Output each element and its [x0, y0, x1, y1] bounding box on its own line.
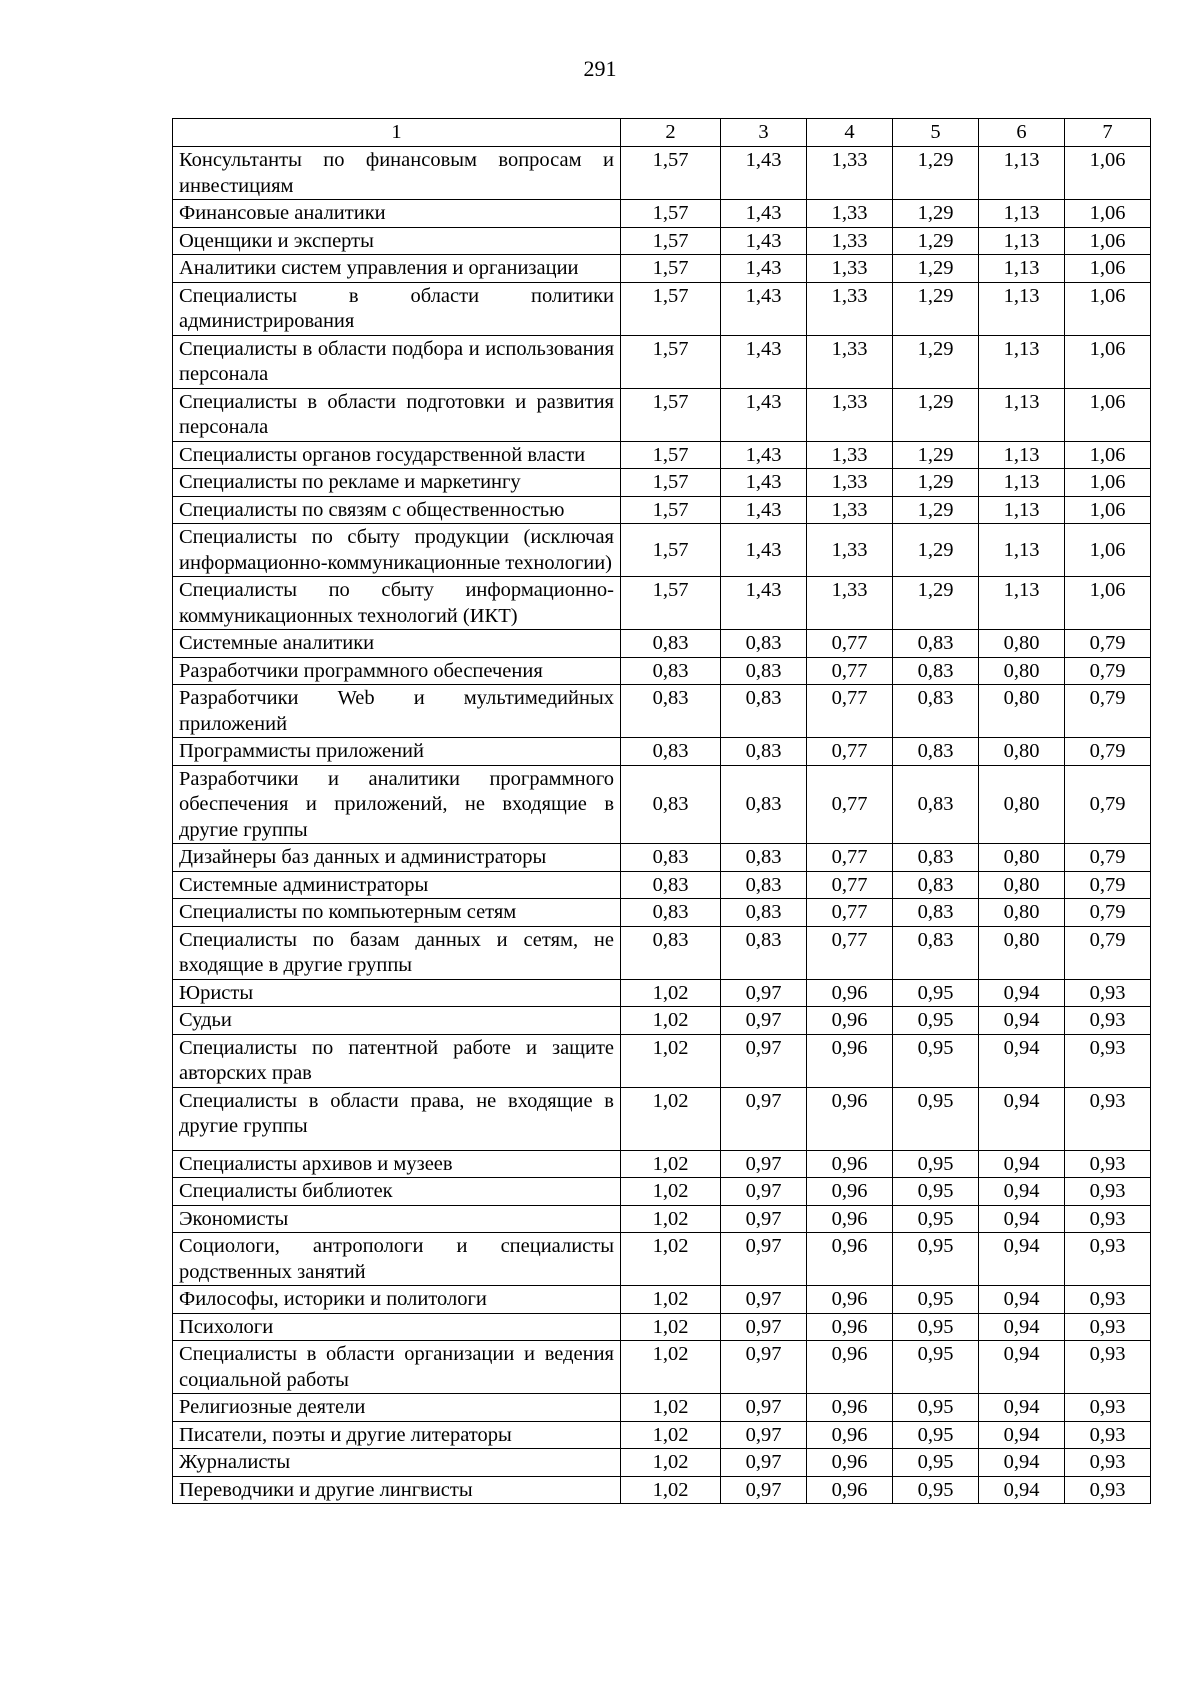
occupation-name-cell: Дизайнеры баз данных и администраторы [173, 844, 621, 872]
coefficient-cell: 0,83 [621, 844, 721, 872]
occupation-name-cell: Специалисты в области организации и ведения социальной работы [173, 1341, 621, 1394]
coefficient-cell: 0,95 [893, 1150, 979, 1178]
coefficient-cell: 0,83 [893, 871, 979, 899]
coefficient-cell: 0,83 [621, 738, 721, 766]
coefficient-cell: 1,29 [893, 200, 979, 228]
coefficient-cell: 0,93 [1065, 1313, 1151, 1341]
table-row [173, 871, 1151, 899]
occupation-name-cell: Специалисты в области права, не входящие в другие группы [173, 1087, 621, 1150]
coefficient-cell: 0,83 [893, 926, 979, 979]
coefficient-cell: 0,94 [979, 1421, 1065, 1449]
coefficient-cell: 0,94 [979, 979, 1065, 1007]
coefficient-cell: 0,83 [721, 765, 807, 844]
coefficient-cell: 0,96 [807, 1313, 893, 1341]
coefficient-cell: 0,94 [979, 1178, 1065, 1206]
coefficient-cell: 1,29 [893, 227, 979, 255]
coefficient-cell: 1,06 [1065, 388, 1151, 441]
coefficient-cell: 0,83 [893, 738, 979, 766]
coefficient-cell: 1,02 [621, 1233, 721, 1286]
coefficient-cell: 0,93 [1065, 1286, 1151, 1314]
table-row [173, 1150, 1151, 1178]
table-row [173, 200, 1151, 228]
coefficient-cell: 0,83 [893, 765, 979, 844]
coefficient-cell: 0,95 [893, 1178, 979, 1206]
coefficient-cell: 1,29 [893, 524, 979, 577]
coefficient-cell: 1,13 [979, 388, 1065, 441]
coefficient-cell: 0,93 [1065, 1087, 1151, 1150]
occupation-name-cell: Специалисты по базам данных и сетям, не входящие в другие группы [173, 926, 621, 979]
coefficient-cell: 0,79 [1065, 630, 1151, 658]
coefficient-cell: 0,83 [621, 657, 721, 685]
coefficient-cell: 0,94 [979, 1476, 1065, 1504]
coefficient-cell: 1,33 [807, 469, 893, 497]
coefficient-cell: 0,97 [721, 1476, 807, 1504]
table-row [173, 979, 1151, 1007]
coefficient-cell: 1,13 [979, 469, 1065, 497]
coefficient-cell: 0,79 [1065, 765, 1151, 844]
coefficient-cell: 1,57 [621, 147, 721, 200]
coefficient-cell: 1,02 [621, 979, 721, 1007]
coefficient-cell: 0,80 [979, 871, 1065, 899]
table-row [173, 1476, 1151, 1504]
coefficient-cell: 0,77 [807, 871, 893, 899]
coefficient-cell: 0,95 [893, 1205, 979, 1233]
occupation-name-cell: Судьи [173, 1007, 621, 1035]
coefficient-cell: 1,06 [1065, 335, 1151, 388]
table-row [173, 1341, 1151, 1394]
coefficient-cell: 0,93 [1065, 1034, 1151, 1087]
coefficient-cell: 0,79 [1065, 685, 1151, 738]
coefficient-cell: 0,83 [621, 926, 721, 979]
coefficient-cell: 0,79 [1065, 899, 1151, 927]
coefficient-cell: 1,33 [807, 200, 893, 228]
coefficient-cell: 0,80 [979, 899, 1065, 927]
coefficient-cell: 1,02 [621, 1007, 721, 1035]
page-number: 291 [583, 56, 617, 81]
coefficient-cell: 0,94 [979, 1007, 1065, 1035]
coefficient-cell: 1,43 [721, 469, 807, 497]
coefficient-cell: 0,97 [721, 1341, 807, 1394]
coefficient-cell: 0,83 [621, 765, 721, 844]
coefficient-cell: 1,57 [621, 200, 721, 228]
coefficient-cell: 1,57 [621, 255, 721, 283]
coefficient-cell: 0,80 [979, 765, 1065, 844]
coefficient-cell: 0,97 [721, 1007, 807, 1035]
coefficient-cell: 1,13 [979, 227, 1065, 255]
occupation-name-cell: Специалисты по рекламе и маркетингу [173, 469, 621, 497]
coefficient-cell: 0,95 [893, 1313, 979, 1341]
occupation-name-cell: Специалисты по связям с общественностью [173, 496, 621, 524]
occupation-name-cell: Разработчики программного обеспечения [173, 657, 621, 685]
coefficient-cell: 1,02 [621, 1476, 721, 1504]
table-row [173, 227, 1151, 255]
coefficient-cell: 1,06 [1065, 227, 1151, 255]
coefficient-cell: 1,29 [893, 496, 979, 524]
coefficient-cell: 1,13 [979, 441, 1065, 469]
coefficient-cell: 0,96 [807, 1087, 893, 1150]
table-row [173, 899, 1151, 927]
coefficient-cell: 0,77 [807, 657, 893, 685]
table-row [173, 685, 1151, 738]
occupation-name-cell: Журналисты [173, 1449, 621, 1477]
coefficient-cell: 0,95 [893, 1233, 979, 1286]
coefficient-cell: 0,96 [807, 1286, 893, 1314]
coefficient-cell: 0,95 [893, 1341, 979, 1394]
occupation-name-cell: Специалисты архивов и музеев [173, 1150, 621, 1178]
coefficient-cell: 0,93 [1065, 1421, 1151, 1449]
coefficient-cell: 0,96 [807, 1034, 893, 1087]
table-row [173, 1286, 1151, 1314]
coefficient-cell: 1,06 [1065, 255, 1151, 283]
coefficient-cell: 0,77 [807, 685, 893, 738]
coefficient-cell: 0,93 [1065, 1394, 1151, 1422]
coefficient-cell: 1,06 [1065, 469, 1151, 497]
occupation-name-cell: Программисты приложений [173, 738, 621, 766]
coefficient-cell: 0,83 [893, 844, 979, 872]
table-row [173, 524, 1151, 577]
table-row [173, 1421, 1151, 1449]
coefficient-cell: 0,95 [893, 979, 979, 1007]
coefficient-cell: 0,77 [807, 844, 893, 872]
coefficient-cell: 0,95 [893, 1007, 979, 1035]
occupation-name-cell: Оценщики и эксперты [173, 227, 621, 255]
table-row [173, 577, 1151, 630]
coefficient-cell: 1,43 [721, 388, 807, 441]
occupation-name-cell: Переводчики и другие лингвисты [173, 1476, 621, 1504]
table-row [173, 335, 1151, 388]
coefficient-cell: 0,97 [721, 1205, 807, 1233]
coefficient-cell: 0,94 [979, 1205, 1065, 1233]
coefficient-cell: 0,93 [1065, 1476, 1151, 1504]
coefficient-cell: 0,95 [893, 1087, 979, 1150]
coefficient-cell: 0,95 [893, 1034, 979, 1087]
coefficient-cell: 0,97 [721, 1233, 807, 1286]
header-cell: 2 [621, 119, 721, 147]
occupation-name-cell: Религиозные деятели [173, 1394, 621, 1422]
table-row [173, 765, 1151, 844]
occupation-name-cell: Специалисты по патентной работе и защите авторских прав [173, 1034, 621, 1087]
coefficient-cell: 0,83 [893, 657, 979, 685]
coefficient-cell: 1,33 [807, 577, 893, 630]
coefficient-cell: 0,83 [621, 871, 721, 899]
coefficient-cell: 0,96 [807, 1421, 893, 1449]
coefficient-cell: 0,80 [979, 630, 1065, 658]
coefficient-cell: 0,94 [979, 1034, 1065, 1087]
coefficient-cell: 1,57 [621, 577, 721, 630]
coefficient-cell: 1,02 [621, 1341, 721, 1394]
coefficient-cell: 0,83 [721, 630, 807, 658]
coefficient-cell: 0,83 [721, 738, 807, 766]
coefficient-cell: 0,83 [893, 630, 979, 658]
coefficient-cell: 0,94 [979, 1150, 1065, 1178]
coefficient-cell: 1,13 [979, 577, 1065, 630]
occupation-name-cell: Экономисты [173, 1205, 621, 1233]
occupation-name-cell: Консультанты по финансовым вопросам и инвестициям [173, 147, 621, 200]
coefficient-cell: 0,95 [893, 1286, 979, 1314]
coefficient-cell: 0,94 [979, 1394, 1065, 1422]
coefficient-cell: 1,29 [893, 577, 979, 630]
coefficient-cell: 0,96 [807, 1233, 893, 1286]
coefficient-cell: 0,80 [979, 685, 1065, 738]
coefficient-cell: 1,43 [721, 282, 807, 335]
coefficient-cell: 0,94 [979, 1449, 1065, 1477]
table-row [173, 1394, 1151, 1422]
table-row [173, 282, 1151, 335]
occupation-name-cell: Аналитики систем управления и организации [173, 255, 621, 283]
coefficient-cell: 0,93 [1065, 1007, 1151, 1035]
coefficient-cell: 1,33 [807, 388, 893, 441]
table-row [173, 844, 1151, 872]
coefficient-cell: 0,95 [893, 1476, 979, 1504]
coefficient-cell: 0,97 [721, 1150, 807, 1178]
coefficient-cell: 0,77 [807, 899, 893, 927]
table-row [173, 1087, 1151, 1150]
coefficient-cell: 0,80 [979, 844, 1065, 872]
table-row [173, 147, 1151, 200]
coefficient-cell: 1,13 [979, 147, 1065, 200]
coefficient-cell: 1,06 [1065, 496, 1151, 524]
table-row [173, 441, 1151, 469]
coefficient-cell: 1,57 [621, 496, 721, 524]
coefficient-cell: 1,02 [621, 1205, 721, 1233]
table-row [173, 926, 1151, 979]
coefficient-cell: 1,57 [621, 227, 721, 255]
coefficient-cell: 1,06 [1065, 200, 1151, 228]
coefficient-cell: 0,83 [893, 899, 979, 927]
coefficient-cell: 0,97 [721, 1087, 807, 1150]
occupation-name-cell: Юристы [173, 979, 621, 1007]
table-row [173, 255, 1151, 283]
coefficient-cell: 1,57 [621, 335, 721, 388]
coefficient-cell: 1,57 [621, 524, 721, 577]
occupation-name-cell: Специалисты в области подбора и использования персонала [173, 335, 621, 388]
coefficient-cell: 0,96 [807, 1449, 893, 1477]
coefficient-cell: 1,06 [1065, 441, 1151, 469]
occupation-name-cell: Философы, историки и политологи [173, 1286, 621, 1314]
coefficient-cell: 0,93 [1065, 1449, 1151, 1477]
occupation-name-cell: Разработчики Web и мультимедийных приложений [173, 685, 621, 738]
coefficient-cell: 0,79 [1065, 844, 1151, 872]
coefficient-cell: 1,33 [807, 335, 893, 388]
coefficient-cell: 0,96 [807, 1150, 893, 1178]
coefficient-cell: 0,83 [621, 630, 721, 658]
coefficient-cell: 0,97 [721, 979, 807, 1007]
coefficient-cell: 1,06 [1065, 577, 1151, 630]
coefficient-cell: 1,43 [721, 255, 807, 283]
coefficient-cell: 0,77 [807, 738, 893, 766]
coefficient-cell: 1,06 [1065, 147, 1151, 200]
table-row [173, 738, 1151, 766]
table-row [173, 1205, 1151, 1233]
coefficient-cell: 0,95 [893, 1421, 979, 1449]
coefficient-cell: 1,33 [807, 255, 893, 283]
coefficient-cell: 0,94 [979, 1313, 1065, 1341]
table-row [173, 1313, 1151, 1341]
coefficient-cell: 1,33 [807, 496, 893, 524]
coefficient-cell: 0,80 [979, 926, 1065, 979]
coefficient-cell: 0,83 [621, 685, 721, 738]
table-row [173, 657, 1151, 685]
coefficient-cell: 0,93 [1065, 1205, 1151, 1233]
coefficient-cell: 1,57 [621, 469, 721, 497]
coefficient-cell: 1,29 [893, 335, 979, 388]
coefficient-cell: 0,97 [721, 1394, 807, 1422]
occupation-name-cell: Специалисты в области подготовки и развития персонала [173, 388, 621, 441]
coefficient-cell: 1,29 [893, 147, 979, 200]
coefficient-cell: 1,13 [979, 282, 1065, 335]
coefficient-cell: 0,97 [721, 1313, 807, 1341]
coefficient-cell: 0,77 [807, 630, 893, 658]
coefficient-cell: 0,83 [721, 657, 807, 685]
header-cell: 4 [807, 119, 893, 147]
coefficient-cell: 1,43 [721, 524, 807, 577]
coefficients-table [172, 118, 1151, 1504]
coefficient-cell: 1,13 [979, 200, 1065, 228]
table-row [173, 1034, 1151, 1087]
coefficient-cell: 1,29 [893, 441, 979, 469]
coefficient-cell: 1,02 [621, 1394, 721, 1422]
table-row [173, 1449, 1151, 1477]
coefficient-cell: 0,93 [1065, 1233, 1151, 1286]
coefficient-cell: 1,13 [979, 335, 1065, 388]
coefficient-cell: 1,02 [621, 1449, 721, 1477]
coefficient-cell: 0,80 [979, 738, 1065, 766]
coefficient-cell: 0,79 [1065, 871, 1151, 899]
coefficient-cell: 1,29 [893, 255, 979, 283]
coefficient-cell: 1,06 [1065, 524, 1151, 577]
table-row [173, 388, 1151, 441]
coefficient-cell: 0,97 [721, 1034, 807, 1087]
coefficient-cell: 0,79 [1065, 738, 1151, 766]
coefficient-cell: 0,94 [979, 1341, 1065, 1394]
table-row [173, 1233, 1151, 1286]
occupation-name-cell: Специалисты по сбыту информационно-коммуникационных технологий (ИКТ) [173, 577, 621, 630]
coefficient-cell: 1,02 [621, 1286, 721, 1314]
coefficient-cell: 0,96 [807, 1394, 893, 1422]
header-cell: 6 [979, 119, 1065, 147]
coefficient-cell: 1,02 [621, 1034, 721, 1087]
coefficient-cell: 0,96 [807, 1178, 893, 1206]
header-cell: 1 [173, 119, 621, 147]
coefficient-cell: 1,13 [979, 524, 1065, 577]
occupation-name-cell: Специалисты библиотек [173, 1178, 621, 1206]
coefficient-cell: 1,33 [807, 227, 893, 255]
table-body [173, 119, 1151, 1504]
coefficient-cell: 1,02 [621, 1087, 721, 1150]
coefficient-cell: 1,29 [893, 282, 979, 335]
table-row [173, 1007, 1151, 1035]
coefficient-cell: 0,97 [721, 1286, 807, 1314]
header-cell: 3 [721, 119, 807, 147]
coefficient-cell: 1,02 [621, 1178, 721, 1206]
coefficient-cell: 0,83 [721, 685, 807, 738]
coefficient-cell: 1,13 [979, 255, 1065, 283]
coefficient-cell: 0,83 [721, 926, 807, 979]
coefficient-cell: 0,83 [721, 899, 807, 927]
coefficient-cell: 0,96 [807, 1007, 893, 1035]
coefficient-cell: 1,33 [807, 282, 893, 335]
coefficient-cell: 0,79 [1065, 926, 1151, 979]
table-header-row [173, 119, 1151, 147]
coefficient-cell: 0,96 [807, 979, 893, 1007]
coefficient-cell: 1,13 [979, 496, 1065, 524]
coefficient-cell: 0,77 [807, 926, 893, 979]
coefficient-cell: 1,43 [721, 577, 807, 630]
coefficient-cell: 0,97 [721, 1178, 807, 1206]
occupation-name-cell: Специалисты органов государственной власти [173, 441, 621, 469]
coefficient-cell: 0,83 [621, 899, 721, 927]
coefficient-cell: 1,43 [721, 335, 807, 388]
table-row [173, 1178, 1151, 1206]
occupation-name-cell: Специалисты по компьютерным сетям [173, 899, 621, 927]
coefficient-cell: 0,94 [979, 1087, 1065, 1150]
coefficient-cell: 0,96 [807, 1341, 893, 1394]
occupation-name-cell: Специалисты в области политики администрирования [173, 282, 621, 335]
coefficient-cell: 0,93 [1065, 1178, 1151, 1206]
coefficient-cell: 0,93 [1065, 1150, 1151, 1178]
coefficient-cell: 1,43 [721, 147, 807, 200]
occupation-name-cell: Системные аналитики [173, 630, 621, 658]
coefficient-cell: 1,33 [807, 147, 893, 200]
coefficient-cell: 1,29 [893, 469, 979, 497]
occupation-name-cell: Социологи, антропологи и специалисты родственных занятий [173, 1233, 621, 1286]
table-row [173, 469, 1151, 497]
occupation-name-cell: Системные администраторы [173, 871, 621, 899]
table-row [173, 496, 1151, 524]
coefficient-cell: 0,95 [893, 1394, 979, 1422]
coefficient-cell: 0,93 [1065, 979, 1151, 1007]
header-cell: 7 [1065, 119, 1151, 147]
coefficient-cell: 1,29 [893, 388, 979, 441]
coefficient-cell: 0,97 [721, 1449, 807, 1477]
coefficient-cell: 1,57 [621, 441, 721, 469]
coefficient-cell: 1,43 [721, 227, 807, 255]
coefficient-cell: 1,02 [621, 1150, 721, 1178]
coefficient-cell: 1,02 [621, 1313, 721, 1341]
coefficient-cell: 0,96 [807, 1205, 893, 1233]
coefficient-cell: 1,33 [807, 524, 893, 577]
coefficient-cell: 0,80 [979, 657, 1065, 685]
coefficient-cell: 1,06 [1065, 282, 1151, 335]
coefficient-cell: 1,57 [621, 388, 721, 441]
occupation-name-cell: Психологи [173, 1313, 621, 1341]
coefficient-cell: 1,43 [721, 441, 807, 469]
coefficient-cell: 1,33 [807, 441, 893, 469]
coefficient-cell: 0,97 [721, 1421, 807, 1449]
coefficient-cell: 0,83 [893, 685, 979, 738]
occupation-name-cell: Финансовые аналитики [173, 200, 621, 228]
coefficient-cell: 1,43 [721, 496, 807, 524]
occupation-name-cell: Разработчики и аналитики программного обеспечения и приложений, не входящие в другие группы [173, 765, 621, 844]
coefficient-cell: 1,02 [621, 1421, 721, 1449]
coefficient-cell: 1,57 [621, 282, 721, 335]
coefficient-cell: 0,83 [721, 871, 807, 899]
coefficient-cell: 0,94 [979, 1286, 1065, 1314]
coefficient-cell: 0,93 [1065, 1341, 1151, 1394]
occupation-name-cell: Специалисты по сбыту продукции (исключая информационно-коммуникационные технологии) [173, 524, 621, 577]
coefficient-cell: 0,77 [807, 765, 893, 844]
header-cell: 5 [893, 119, 979, 147]
occupation-name-cell: Писатели, поэты и другие литераторы [173, 1421, 621, 1449]
table-row [173, 630, 1151, 658]
coefficient-cell: 0,83 [721, 844, 807, 872]
coefficient-cell: 1,43 [721, 200, 807, 228]
coefficient-cell: 0,95 [893, 1449, 979, 1477]
coefficient-cell: 0,79 [1065, 657, 1151, 685]
coefficient-cell: 0,94 [979, 1233, 1065, 1286]
coefficient-cell: 0,96 [807, 1476, 893, 1504]
